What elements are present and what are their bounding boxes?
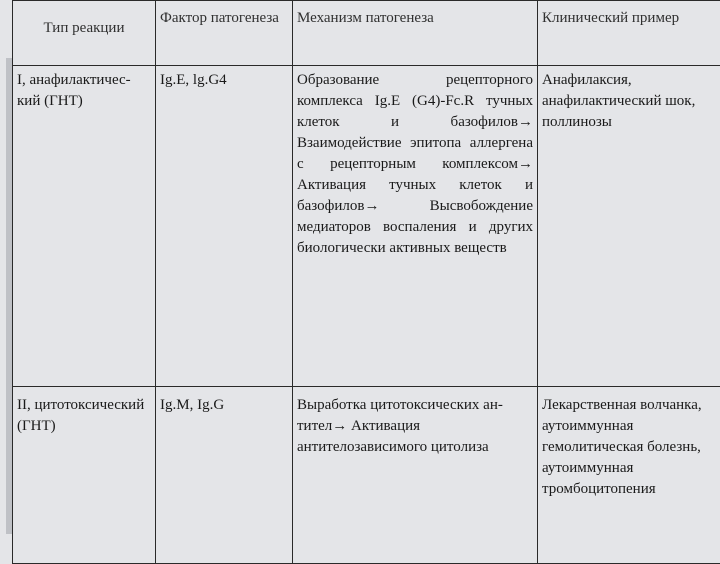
header-factor: Фактор патогенеза [156,1,293,66]
cell-mechanism: Выработка цитотоксических ан-тител→ Активация антителозависимого цитолиза [293,387,538,564]
cell-factor: Ig.M, Ig.G [156,387,293,564]
table-row [13,66,720,387]
header-mechanism: Механизм патогенеза [293,1,538,66]
cell-factor: Ig.E, lg.G4 [156,66,293,387]
table-row [13,387,720,564]
table-header-row [13,1,720,66]
cell-example: Лекарственная волчанка, аутоиммунная гемолитическая болезнь, аутоиммунная тромбоцитопения [538,387,720,564]
cell-example: Анафилаксия, анафилактический шок, поллинозы [538,66,720,387]
header-type: Тип реакции [13,1,156,66]
cell-mechanism: Образование рецепторного комплекса Ig.E (G4)-Fc.R тучных клеток и базофилов→ Взаимодействие эпитопа аллергена с рецепторным комплексом→ Активация тучных клеток и базофилов→ Высвобождение медиаторов воспаления и других биологически активных веществ [293,66,538,387]
reactions-table [12,0,720,564]
header-example: Клинический пример [538,1,720,66]
cell-type: I, анафилактичес-кий (ГНТ) [13,66,156,387]
cell-type: II, цитотоксический (ГНТ) [13,387,156,564]
